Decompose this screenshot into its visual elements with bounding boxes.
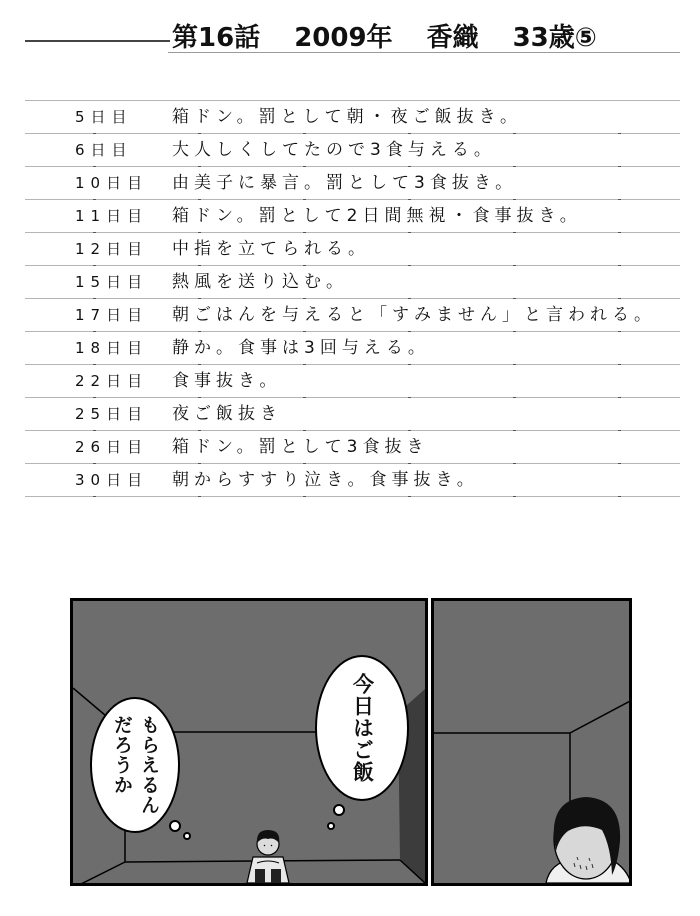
title-rule-left: [25, 40, 170, 42]
diary-entry: 由美子に暴言。罰として3食抜き。: [172, 173, 518, 193]
diary-row: [25, 464, 680, 497]
title-age: 33歳⑤: [512, 23, 597, 53]
diary-row: [25, 299, 680, 332]
diary-entry: 熱風を送り込む。: [172, 272, 348, 292]
diary-row: [25, 200, 680, 233]
diary-entry: 朝からすすり泣き。食事抜き。: [172, 470, 479, 490]
title-year: 2009年: [294, 23, 393, 53]
room-right-illustration: [434, 601, 629, 883]
diary-day: 15日目: [75, 273, 149, 291]
thought-tail-dot-large: [333, 804, 345, 816]
thought-bubble-left: [90, 697, 180, 833]
diary-day: 22日目: [75, 372, 149, 390]
diary-entry: 夜ご飯抜き: [172, 404, 282, 424]
diary-entry: 箱ドン。罰として2日間無視・食事抜き。: [172, 206, 582, 226]
diary-entry: 朝ごはんを与えると「すみません」と言われる。: [172, 305, 656, 325]
diary-day: 17日目: [75, 306, 149, 324]
thought-line: もらえるん: [138, 715, 160, 815]
diary-row: [25, 431, 680, 464]
thought-tail-dot-small: [183, 832, 191, 840]
thought-bubble-right: [315, 655, 409, 801]
thought-line: だろうか: [111, 715, 133, 795]
diary-day: 30日目: [75, 471, 149, 489]
comic-panel-right: [431, 598, 632, 886]
diary-day: 5日目: [75, 108, 133, 126]
title-name: 香織: [426, 23, 479, 53]
diary-entry: 箱ドン。罰として3食抜き: [172, 437, 429, 457]
diary-row: [25, 134, 680, 167]
child-figure: [247, 830, 289, 883]
diary-day: 10日目: [75, 174, 149, 192]
diary-row: [25, 365, 680, 398]
diary-day: 25日目: [75, 405, 149, 423]
diary-entry: 箱ドン。罰として朝・夜ご飯抜き。: [172, 107, 522, 127]
title-episode: 第16話: [172, 23, 261, 53]
diary-entry: 静か。食事は3回与える。: [172, 338, 430, 358]
diary-row: [25, 167, 680, 200]
thought-text-right: [349, 673, 376, 783]
diary-day: 12日目: [75, 240, 149, 258]
diary-log: [25, 100, 680, 497]
room-edge-top-right: [570, 700, 629, 733]
thought-line: 今日はご飯: [350, 673, 375, 783]
diary-entry: 食事抜き。: [172, 371, 282, 391]
diary-row: [25, 398, 680, 431]
thought-tail-dot-small: [327, 822, 335, 830]
thought-tail-dot-large: [169, 820, 181, 832]
diary-day: 11日目: [75, 207, 149, 225]
diary-row: [25, 233, 680, 266]
woman-figure: [546, 797, 629, 883]
thought-text-left: [108, 715, 162, 815]
diary-day: 18日目: [75, 339, 149, 357]
diary-row: [25, 332, 680, 365]
room-edge-bottom-left: [73, 862, 125, 883]
diary-entry: 大人しくしてたので3食与える。: [172, 140, 496, 160]
diary-entry: 中指を立てられる。: [172, 239, 370, 259]
diary-row: [25, 101, 680, 134]
diary-row: [25, 266, 680, 299]
chapter-title: [172, 22, 597, 54]
diary-day: 6日目: [75, 141, 133, 159]
diary-day: 26日目: [75, 438, 149, 456]
